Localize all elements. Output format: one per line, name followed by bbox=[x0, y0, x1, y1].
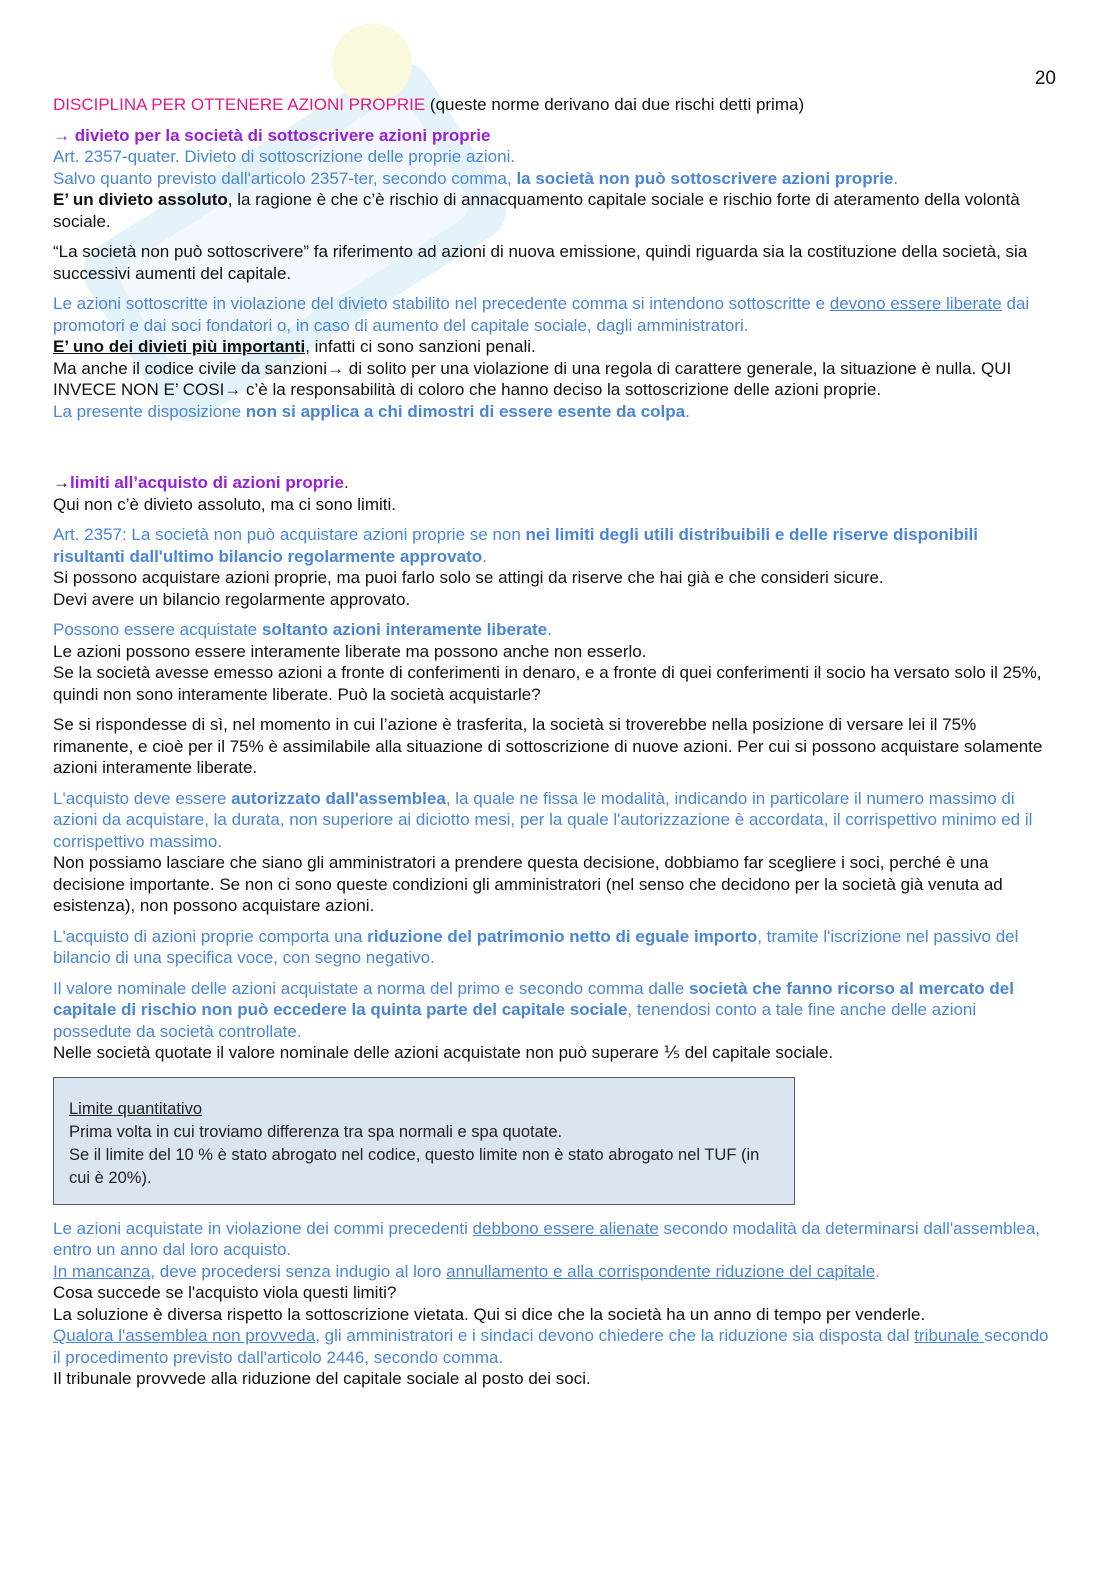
quote-underlined: Qualora l'assemblea non provveda bbox=[53, 1326, 316, 1345]
article-quote bbox=[53, 524, 1053, 567]
quote-bold: società che fanno ricorso al mercato del capitale di rischio non può eccedere la quinta parte del capitale sociale bbox=[53, 978, 1014, 1019]
quote-text: L'acquisto deve essere bbox=[53, 788, 232, 808]
paragraph: Se la società avesse emesso azioni a fronte di conferimenti in denaro, e a fronte di quei conferimenti il socio ha versato solo il 25%, quindi non sono interamente liberate. Può la società acquistarle? bbox=[53, 663, 1042, 704]
quote-text: . bbox=[547, 620, 552, 639]
bold-underlined-text: E’ uno dei divieti più importanti bbox=[53, 337, 306, 356]
quote-underlined: tribunale bbox=[914, 1326, 985, 1345]
paragraph: Qui non c’è divieto assoluto, ma ci sono limiti. bbox=[53, 494, 396, 514]
paragraph: Si possono acquistare azioni proprie, ma puoi farlo solo se attingi da riserve che hai già e che consideri sicure. bbox=[53, 568, 884, 587]
article-quote bbox=[53, 168, 1053, 190]
note-box-title: Limite quantitativo bbox=[69, 1099, 202, 1118]
page-number: 20 bbox=[1034, 68, 1056, 89]
paragraph: Cosa succede se l'acquisto viola questi limiti? bbox=[53, 1283, 397, 1302]
quote-bold: nei limiti degli utili distribuibili e delle riserve disponibili risultanti dall'ultimo bilancio regolarmente approvato bbox=[53, 525, 978, 566]
article-quote bbox=[53, 788, 1053, 853]
note-box-line: Prima volta in cui troviamo differenza tra spa normali e spa quotate. bbox=[69, 1122, 563, 1141]
bold-text: E’ un divieto assoluto bbox=[53, 190, 228, 209]
document-body bbox=[53, 94, 1053, 1390]
quote-text: . bbox=[685, 401, 690, 421]
quote-text: Possono essere acquistate bbox=[53, 620, 262, 639]
arrow-glyph: → bbox=[53, 473, 70, 492]
heading-note: (queste norme derivano dai due rischi detti prima) bbox=[425, 95, 805, 114]
section-heading bbox=[53, 94, 1053, 116]
quote-text: secondo modalità da determinarsi dall'assemblea, entro un anno dal loro acquisto. bbox=[53, 1218, 1041, 1259]
quote-text: La presente disposizione bbox=[53, 401, 246, 421]
quote-underlined: In mancanza bbox=[53, 1261, 151, 1281]
quote-text: secondo il procedimento previsto dall'articolo 2446, secondo comma. bbox=[53, 1326, 1049, 1367]
paragraph: Il tribunale provvede alla riduzione del capitale sociale al posto dei soci. bbox=[53, 1369, 591, 1388]
quote-bold: soltanto azioni interamente liberate bbox=[261, 620, 548, 639]
article-quote bbox=[53, 401, 1053, 423]
quote-text: , tramite l'iscrizione nel passivo del bilancio di una specifica voce, con segno negativo. bbox=[53, 926, 1019, 967]
quote-text: Le azioni sottoscritte in violazione del divieto stabilito nel precedente comma si intendono sottoscritte e bbox=[53, 294, 830, 313]
quote-underlined: annullamento e alla corrispondente riduzione del capitale bbox=[446, 1261, 876, 1281]
note-box bbox=[53, 1077, 795, 1205]
text: , la ragione è che c’è rischio di annacquamento capitale sociale e rischio forte di ateramento della volontà sociale. bbox=[53, 190, 1020, 231]
quote-text: L'acquisto di azioni proprie comporta una bbox=[53, 926, 368, 946]
quote-underlined: debbono essere alienate bbox=[472, 1218, 659, 1238]
article-quote bbox=[53, 1218, 1053, 1261]
title-dot: . bbox=[343, 473, 349, 492]
article-quote bbox=[53, 978, 1053, 1043]
article-quote bbox=[53, 293, 1053, 336]
paragraph: Le azioni possono essere interamente liberate ma possono anche non esserlo. bbox=[53, 641, 647, 661]
quote-text: Le azioni acquistate in violazione dei commi precedenti bbox=[53, 1218, 473, 1238]
paragraph: La soluzione è diversa rispetto la sottoscrizione vietata. Qui si dice che la società ha un anno di tempo per venderle. bbox=[53, 1304, 926, 1324]
paragraph: Non possiamo lasciare che siano gli amministratori a prendere questa decisione, dobbiamo far scegliere i soci, perché è una decisione importante. Se non ci sono queste condizioni gli amministratori (nel senso che decidono per la società già venuta ad esistenza), non possono acquistare azioni. bbox=[53, 853, 1003, 915]
quote-text: . bbox=[893, 168, 899, 188]
heading-title: DISCIPLINA PER OTTENERE AZIONI PROPRIE bbox=[53, 95, 426, 114]
quote-text: dai promotori e dai soci fondatori o, in caso di aumento del capitale sociale, dagli amministratori. bbox=[53, 294, 1030, 335]
quote-text: Art. 2357: La società non può acquistare azioni proprie se non bbox=[53, 525, 526, 544]
article-quote bbox=[53, 926, 1053, 969]
paragraph bbox=[53, 336, 1053, 358]
paragraph: “La società non può sottoscrivere” fa riferimento ad azioni di nuova emissione, quindi riguarda sia la costituzione della società, sia successivi aumenti del capitale. bbox=[53, 242, 1028, 283]
quote-text: Il valore nominale delle azioni acquistate a norma del primo e secondo comma dalle bbox=[53, 978, 689, 998]
quote-text: , tenendosi conto a tale fine anche delle azioni possedute da società controllate. bbox=[53, 1000, 977, 1041]
paragraph: Ma anche il codice civile da sanzioni→ di solito per una violazione di una regola di carattere generale, la situazione è nulla. QUI INVECE NON E’ COSI→ c’è la responsabilità di coloro che hanno deciso la sottoscrizione delle azioni proprie. bbox=[53, 358, 1012, 399]
paragraph bbox=[53, 189, 1053, 232]
paragraph: Nelle società quotate il valore nominale delle azioni acquistate non può superare ⅕ del capitale sociale. bbox=[53, 1043, 834, 1062]
article-title: Art. 2357-quater. Divieto di sottoscrizione delle proprie azioni. bbox=[53, 147, 516, 166]
paragraph: Devi avere un bilancio regolarmente approvato. bbox=[53, 589, 411, 609]
quote-bold: autorizzato dall'assemblea bbox=[231, 788, 446, 808]
quote-bold: non si applica a chi dimostri di essere esente da colpa bbox=[245, 401, 686, 421]
article-quote bbox=[53, 619, 1053, 641]
quote-text: Salvo quanto previsto dall'articolo 2357-ter, secondo comma, bbox=[53, 168, 517, 188]
quote-text: , deve procedersi senza indugio al loro bbox=[150, 1261, 447, 1281]
quote-text: . bbox=[482, 546, 487, 566]
paragraph: Se si rispondesse di sì, nel momento in cui l’azione è trasferita, la società si troverebbe nella posizione di versare lei il 75% rimanente, e cioè per il 75% è assimilabile alla situazione di sottoscrizione di nuove azioni. Per cui si possono acquistare solamente azioni interamente liberate. bbox=[53, 715, 1043, 777]
subsection-title-divieto: → divieto per la società di sottoscrivere azioni proprie bbox=[53, 125, 491, 145]
article-quote bbox=[53, 1325, 1053, 1368]
title-text: limiti all’acquisto di azioni proprie bbox=[70, 473, 344, 492]
quote-underlined: devono essere liberate bbox=[829, 294, 1002, 313]
quote-bold: la società non può sottoscrivere azioni proprie bbox=[516, 168, 894, 188]
quote-text: , gli amministratori e i sindaci devono chiedere che la riduzione sia disposta dal bbox=[315, 1326, 915, 1345]
quote-text: . bbox=[875, 1261, 880, 1281]
note-box-line: Se il limite del 10 % è stato abrogato nel codice, questo limite non è stato abrogato nel TUF (in cui è 20%). bbox=[69, 1145, 760, 1187]
quote-bold: riduzione del patrimonio netto di eguale importo bbox=[367, 926, 758, 946]
quote-text: , la quale ne fissa le modalità, indicando in particolare il numero massimo di azioni da acquistare, la durata, non superiore ai diciotto mesi, per la quale l'autorizzazione è accordata, il corrispettivo minimo ed il corrispettivo massimo. bbox=[53, 788, 1033, 851]
subsection-title-limiti bbox=[53, 472, 1053, 494]
article-quote bbox=[53, 1261, 1053, 1283]
text: , infatti ci sono sanzioni penali. bbox=[305, 337, 536, 356]
